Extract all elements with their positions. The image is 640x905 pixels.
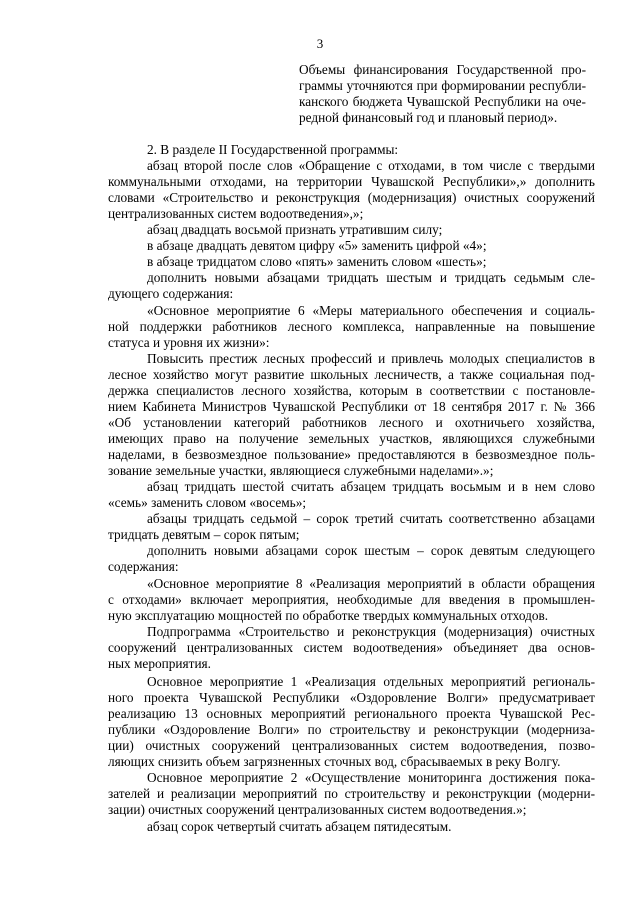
text-line: в абзаце тридцатом слово «пять» заменить словом «шесть»; [147,254,487,269]
text-line: лесное хозяйство могут развитие школьных лесничеств, а также социальная под- [108,367,595,382]
text-line: абзацы тридцать седьмой – сорок третий считать соответственно абзацами [147,511,595,526]
text-line: абзац второй после слов «Обращение с отходами, в том числе с твердыми [147,158,595,173]
text-line: ляющих снизить объем загрязненных сточных вод, сбрасываемых в реку Волгу. [108,754,561,769]
text-line: наделами, в безвозмездное пользование» предоставляются в безвозмездное поль- [108,447,595,462]
text-line: «семь» заменить словом «восемь»; [108,495,307,510]
text-line: «Основное мероприятие 6 «Меры материального обеспечения и социаль- [147,303,595,318]
text-line: дующего содержания: [108,286,234,301]
text-line: абзац двадцать восьмой признать утратившим силу; [147,222,443,237]
text-line: зателей и реализации мероприятий по строительству и реконструкции (модерни- [108,786,595,801]
text-line: дополнить новыми абзацами тридцать шестым и тридцать седьмым сле- [147,270,595,285]
text-line: абзац тридцать шестой считать абзацем тридцать восьмым и в нем слово [147,479,595,494]
text-line: Основное мероприятие 2 «Осуществление мониторинга достижения пока- [147,770,595,785]
text-line: сооружений централизованных систем водоотведения» объединяет два основ- [108,640,595,655]
page-number: 3 [316,36,324,51]
text-line: ного проекта Чувашской Республики «Оздоровление Волги» предусматривает [108,690,595,705]
text-line: статуса и уровня их жизни»: [108,335,270,350]
text-line: ной поддержки работников лесного комплекса, направленные на повышение [108,319,595,334]
text-line: ную эксплуатацию мощностей по обработке твердых коммунальных отходов. [108,608,549,623]
text-line: коммунальными отходами, на территории Чувашской Республики»,» дополнить [108,174,595,189]
text-line: Повысить престиж лесных профессий и привлечь молодых специалистов в [147,351,595,366]
text-line: абзац сорок четвертый считать абзацем пятидесятым. [147,819,452,834]
text-line: ции) очистных сооружений централизованных систем водоотведения, позво- [108,738,595,753]
text-line: Основное мероприятие 1 «Реализация отдельных мероприятий региональ- [147,674,595,689]
text-line: имеющих право на получение земельных участков, являющихся служебными [108,431,595,446]
text-line: Подпрограмма «Строительство и реконструкция (модернизация) очистных [147,624,595,639]
text-line: «Основное мероприятие 8 «Реализация мероприятий в области обращения [147,576,595,591]
text-line: зование земельные участки, являющиеся служебными наделами».»; [108,463,494,478]
text-line: нием Кабинета Министров Чувашской Республики от 18 сентября 2017 г. № 366 [108,399,595,414]
text-line: граммы уточняются при формировании республи- [299,78,586,93]
text-line: Объемы финансирования Государственной про- [299,62,586,77]
text-line: канского бюджета Чувашской Республики на оче- [299,94,586,109]
text-line: 2. В разделе II Государственной программы: [147,142,399,157]
text-line: тридцать девятым – сорок пятым; [108,527,300,542]
text-line: публики «Оздоровление Волги» по строительству и реконструкции (модерниза- [108,722,595,737]
text-line: держка специалистов лесного хозяйства, которым в соответствии с постановле- [108,383,595,398]
text-line: ных мероприятия. [108,656,211,671]
text-line: с отходами» включает мероприятия, необходимые для введения в промышлен- [108,592,595,607]
text-line: дополнить новыми абзацами сорок шестым – сорок девятым следующего [147,543,595,558]
text-line: словами «Строительство и реконструкция (модернизация) очистных сооружений [108,190,595,205]
text-line: зации) очистных сооружений централизованных систем водоотведения.»; [108,802,527,817]
text-line: редной финансовый год и плановый период». [299,110,558,125]
text-line: содержания: [108,559,179,574]
text-line: «Об установлении категорий работников лесного и охотничьего хозяйства, [108,415,595,430]
text-line: реализацию 13 основных мероприятий регионального проекта Чувашской Рес- [108,706,595,721]
text-line: в абзаце двадцать девятом цифру «5» заменить цифрой «4»; [147,238,487,253]
text-line: централизованных систем водоотведения»,»; [108,206,364,221]
